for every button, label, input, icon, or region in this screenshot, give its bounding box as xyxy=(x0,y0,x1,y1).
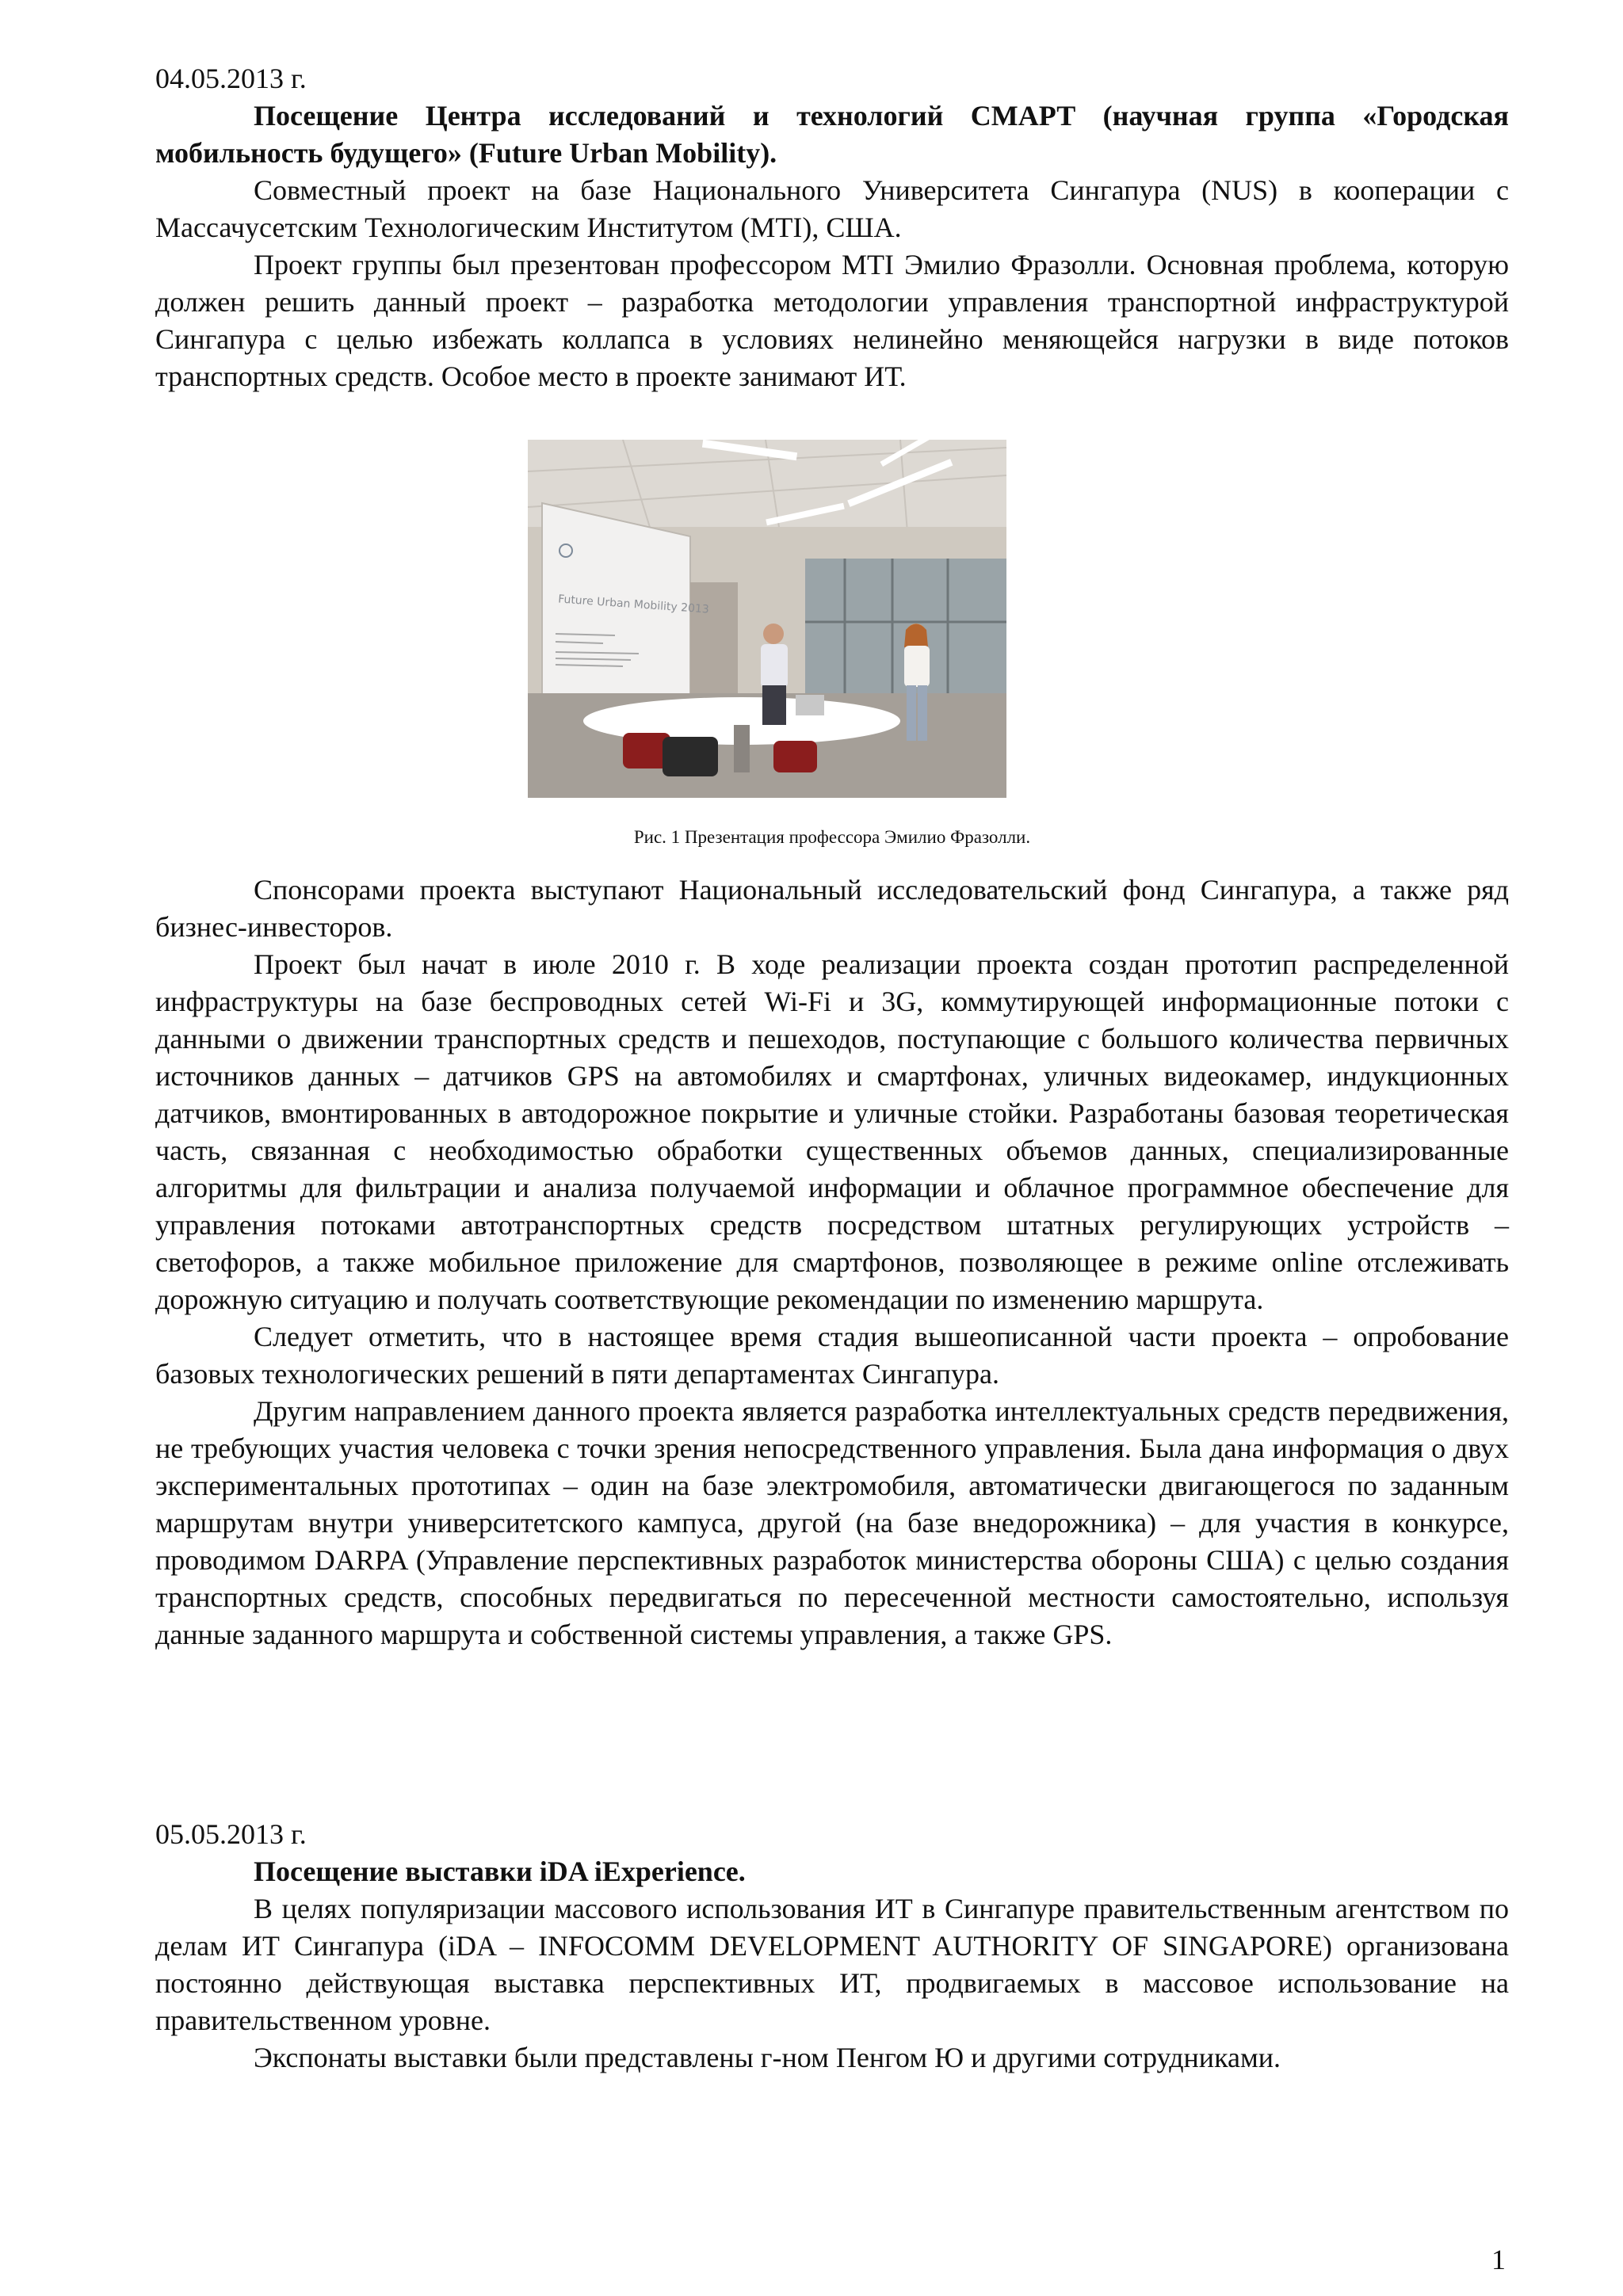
paragraph-1-2: Проект группы был презентован профессором MTI Эмилио Фразолли. Основная проблема, которую должен решить данный проект – разработка методологии управления транспортной инфраструктурой Сингапура с целью избежать коллапса в условиях нелинейно меняющейся нагрузки в виде потоков транспортных средств. Особое место в проекте занимают ИТ. xyxy=(155,249,1509,392)
paragraph-1-4: Проект был начат в июле 2010 г. В ходе реализации проекта создан прототип распределенной инфраструктуры на базе беспроводных сетей Wi-Fi и 3G, коммутирующей информационные потоки с данными о движении транспортных средств и пешеходов, поступающие с большого количества первичных источников данных – датчиков GPS на автомобилях и смартфонах, уличных видеокамер, индукционных датчиков, вмонтированных в автодорожное покрытие и уличные стойки. Разработаны базовая теоретическая часть, связанная с необходимостью обработки существенных объемов данных, специализированные алгоритмы для фильтрации и анализа получаемой информации и облачное программное обеспечение для управления потоками автотранспортных средств посредством штатных регулирующих устройств – светофоров, а также мобильное приложение для смартфонов, позволяющее в режиме online отслеживать дорожную ситуацию и получать соответствующие рекомендации по изменению маршрута. xyxy=(155,948,1509,1315)
paragraph-1-5: Следует отметить, что в настоящее время стадия вышеописанной части проекта – опробование базовых технологических решений в пяти департаментах Сингапура. xyxy=(155,1321,1509,1390)
paragraph-2-1: В целях популяризации массового использования ИТ в Сингапуре правительственным агентством по делам ИТ Сингапура (iDA – INFOCOMM DEVELOPMENT AUTHORITY OF SINGAPORE) организована постоянно действующая выставка перспективных ИТ, продвигаемых в массовое использование на правительственном уровне. xyxy=(155,1893,1509,2036)
paragraph-1-3: Спонсорами проекта выступают Национальный исследовательский фонд Сингапура, а также ряд бизнес-инвесторов. xyxy=(155,874,1509,943)
section-1-continued xyxy=(155,871,1509,1653)
presentation-photo xyxy=(528,440,1006,798)
section-1-top xyxy=(155,60,1509,395)
page-number: 1 xyxy=(1491,2244,1506,2275)
photo-illustration xyxy=(528,440,1006,798)
paragraph-2-2: Экспонаты выставки были представлены г-ном Пенгом Ю и другими сотрудниками. xyxy=(254,2042,1281,2073)
section-2 xyxy=(155,1816,1509,2077)
paragraph-1-1: Совместный проект на базе Национального Университета Сингапура (NUS) в кооперации с Массачусетским Технологическим Институтом (MTI), США. xyxy=(155,174,1509,243)
date-1: 04.05.2013 г. xyxy=(155,63,307,94)
date-2: 05.05.2013 г. xyxy=(155,1818,307,1850)
paragraph-1-6: Другим направлением данного проекта является разработка интеллектуальных средств передвижения, не требующих участия человека с точки зрения непосредственного управления. Была дана информация о двух экспериментальных прототипах – один на базе электромобиля, автоматически двигающегося по заданным маршрутам внутри университетского кампуса, другой (на базе внедорожника) – для участия в конкурсе, проводимом DARPA (Управление перспективных разработок министерства обороны США) с целью создания транспортных средств, способных передвигаться по пересеченной местности самостоятельно, используя данные заданного маршрута и собственной системы управления, а также GPS. xyxy=(155,1395,1509,1650)
figure-caption: Рис. 1 Презентация профессора Эмилио Фразолли. xyxy=(633,827,1031,847)
slide-title: Future Urban Mobility 2013 xyxy=(557,593,710,616)
heading-2: Посещение выставки iDA iExperience. xyxy=(254,1855,746,1887)
heading-1: Посещение Центра исследований и технологий СМАРТ (научная группа «Городская мобильность будущего» (Future Urban Mobility). xyxy=(155,100,1509,169)
